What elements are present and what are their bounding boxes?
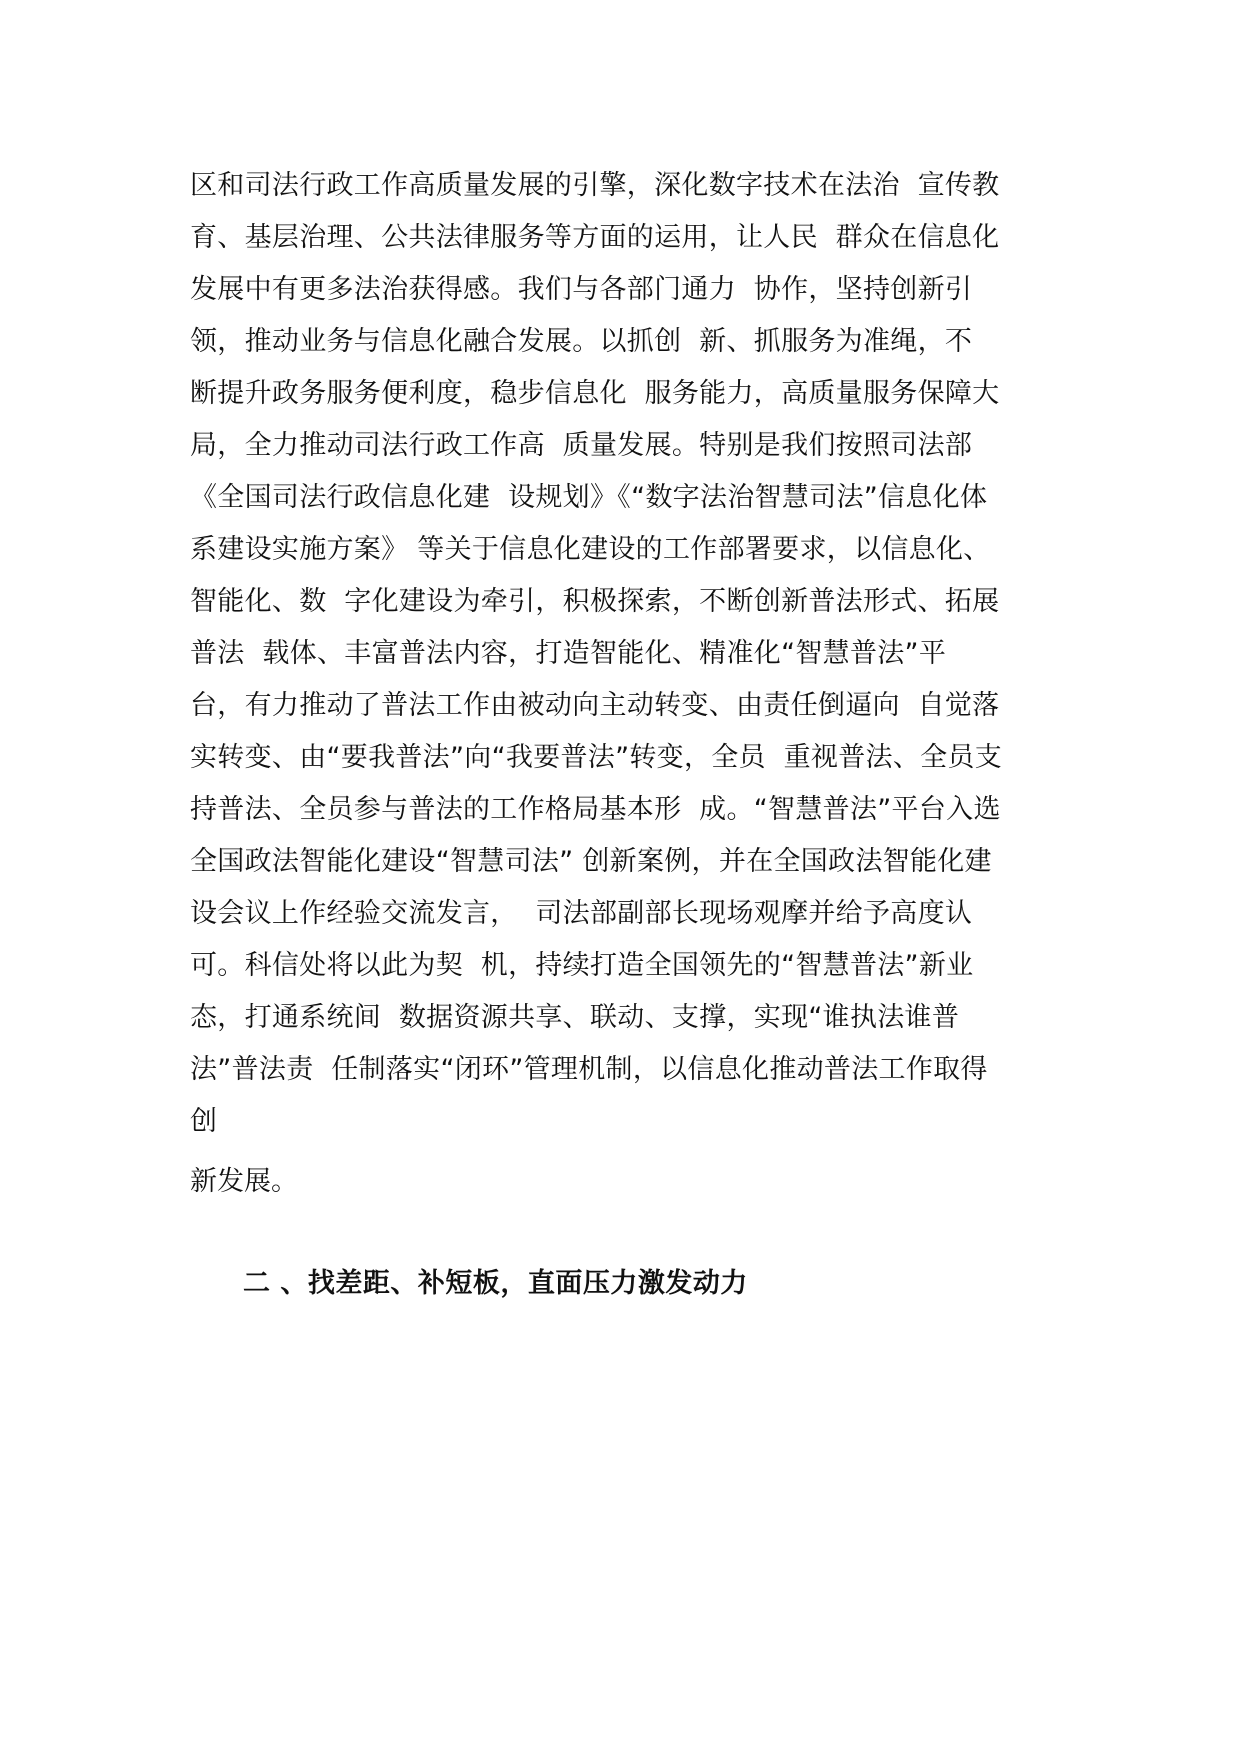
paragraph-line: 局，全力推动司法行政工作高 质量发展。特别是我们按照司法部	[190, 430, 973, 461]
paragraph-line: 《全国司法行政信息化建 设规划》《“数字法治智慧司法”信息化体	[190, 482, 988, 513]
body-paragraph	[190, 160, 1090, 1148]
paragraph-tail: 新发展。	[190, 1166, 298, 1197]
section-heading: 二 、找差距、补短板，直面压力激发动力	[243, 1268, 748, 1299]
paragraph-line: 系建设实施方案》 等关于信息化建设的工作部署要求，以信息化、	[190, 534, 991, 565]
paragraph-line: 实转变、由“要我普法”向“我要普法”转变，全员 重视普法、全员支	[190, 742, 1003, 773]
paragraph-line: 育、基层治理、公共法律服务等方面的运用，让人民 群众在信息化	[190, 222, 1000, 253]
paragraph-line: 全国政法智能化建设“智慧司法” 创新案例，并在全国政法智能化建	[190, 846, 992, 877]
paragraph-line: 智能化、数 字化建设为牵引，积极探索，不断创新普法形式、拓展	[190, 586, 1000, 617]
paragraph-line: 发展中有更多法治获得感。我们与各部门通力 协作，坚持创新引	[190, 274, 973, 305]
paragraph-line: 台，有力推动了普法工作由被动向主动转变、由责任倒逼向 自觉落	[190, 690, 1000, 721]
paragraph-line: 可。科信处将以此为契 机，持续打造全国领先的“智慧普法”新业	[190, 950, 974, 981]
paragraph-line: 区和司法行政工作高质量发展的引擎，深化数字技术在法治 宣传教	[190, 170, 1000, 201]
paragraph-line: 创	[190, 1106, 218, 1137]
paragraph-line: 断提升政务服务便利度，稳步信息化 服务能力，高质量服务保障大	[190, 378, 1000, 409]
paragraph-line: 持普法、全员参与普法的工作格局基本形 成。“智慧普法”平台入选	[190, 794, 1001, 825]
paragraph-line: 设会议上作经验交流发言， 司法部副部长现场观摩并给予高度认	[190, 898, 973, 929]
paragraph-line: 领，推动业务与信息化融合发展。以抓创 新、抓服务为准绳，不	[190, 326, 973, 357]
paragraph-line: 法”普法责 任制落实“闭环”管理机制，以信息化推动普法工作取得	[190, 1054, 988, 1085]
paragraph-line: 普法 载体、丰富普法内容，打造智能化、精准化“智慧普法”平	[190, 638, 947, 669]
paragraph-line: 态，打通系统间 数据资源共享、联动、支撑，实现“谁执法谁普	[190, 1002, 960, 1033]
